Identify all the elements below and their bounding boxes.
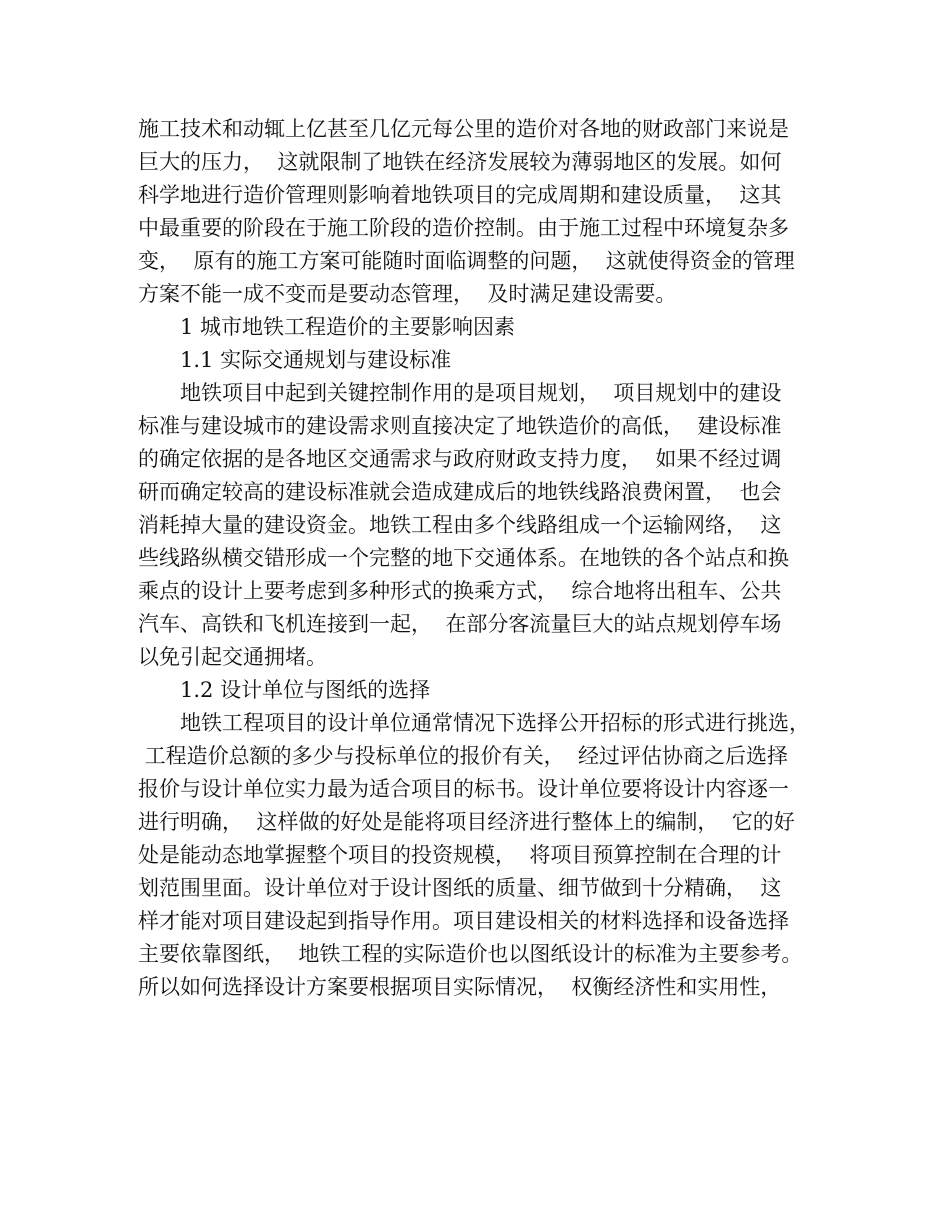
text-line: 巨大的压力， 这就限制了地铁在经济发展较为薄弱地区的发展。如何 bbox=[138, 150, 782, 174]
section-heading-1: 1 城市地铁工程造价的主要影响因素 bbox=[180, 315, 516, 339]
text-line: 乘点的设计上要考虑到多种形式的换乘方式， 综合地将出租车、公共 bbox=[138, 579, 782, 603]
text-line: 科学地进行造价管理则影响着地铁项目的完成周期和建设质量， 这其 bbox=[138, 183, 782, 207]
text-line: 报价与设计单位实力最为适合项目的标书。设计单位要将设计内容逐一 bbox=[138, 777, 789, 801]
text-line: 所以如何选择设计方案要根据项目实际情况， 权衡经济性和实用性， bbox=[138, 975, 782, 999]
text-line: 主要依靠图纸， 地铁工程的实际造价也以图纸设计的标准为主要参考。 bbox=[138, 942, 803, 966]
text-line: 标准与建设城市的建设需求则直接决定了地铁造价的高低， 建设标准 bbox=[138, 414, 782, 438]
text-line: 研而确定较高的建设标准就会造成建成后的地铁线路浪费闲置， 也会 bbox=[138, 480, 782, 504]
text-line: 进行明确， 这样做的好处是能将项目经济进行整体上的编制， 它的好 bbox=[138, 810, 795, 834]
text-line: 些线路纵横交错形成一个完整的地下交通体系。在地铁的各个站点和换 bbox=[138, 546, 789, 570]
text-line: 的确定依据的是各地区交通需求与政府财政支持力度， 如果不经过调 bbox=[138, 447, 782, 471]
text-line: 汽车、高铁和飞机连接到一起， 在部分客流量巨大的站点规划停车场 bbox=[138, 612, 782, 636]
text-line: 变， 原有的施工方案可能随时面临调整的问题， 这就使得资金的管理 bbox=[138, 249, 795, 273]
text-line: 施工技术和动辄上亿甚至几亿元每公里的造价对各地的财政部门来说是 bbox=[138, 117, 789, 141]
text-line: 样才能对项目建设起到指导作用。项目建设相关的材料选择和设备选择 bbox=[138, 909, 789, 933]
text-line: 处是能动态地掌握整个项目的投资规模， 将项目预算控制在合理的计 bbox=[138, 843, 782, 867]
section-heading-1-1: 1.1 实际交通规划与建设标准 bbox=[180, 348, 452, 372]
text-line: 地铁工程项目的设计单位通常情况下选择公开招标的形式进行挑选， bbox=[180, 711, 810, 735]
text-line: 地铁项目中起到关键控制作用的是项目规划， 项目规划中的建设 bbox=[180, 381, 782, 405]
text-line: 中最重要的阶段在于施工阶段的造价控制。由于施工过程中环境复杂多 bbox=[138, 216, 789, 240]
text-line: 划范围里面。设计单位对于设计图纸的质量、细节做到十分精确， 这 bbox=[138, 876, 782, 900]
section-heading-1-2: 1.2 设计单位与图纸的选择 bbox=[180, 678, 431, 702]
text-line: 方案不能一成不变而是要动态管理， 及时满足建设需要。 bbox=[138, 282, 677, 306]
text-line: 工程造价总额的多少与投标单位的报价有关， 经过评估协商之后选择 bbox=[138, 744, 789, 768]
text-line: 消耗掉大量的建设资金。地铁工程由多个线路组成一个运输网络， 这 bbox=[138, 513, 782, 537]
text-line: 以免引起交通拥堵。 bbox=[138, 645, 327, 669]
text-column bbox=[138, 113, 838, 1004]
